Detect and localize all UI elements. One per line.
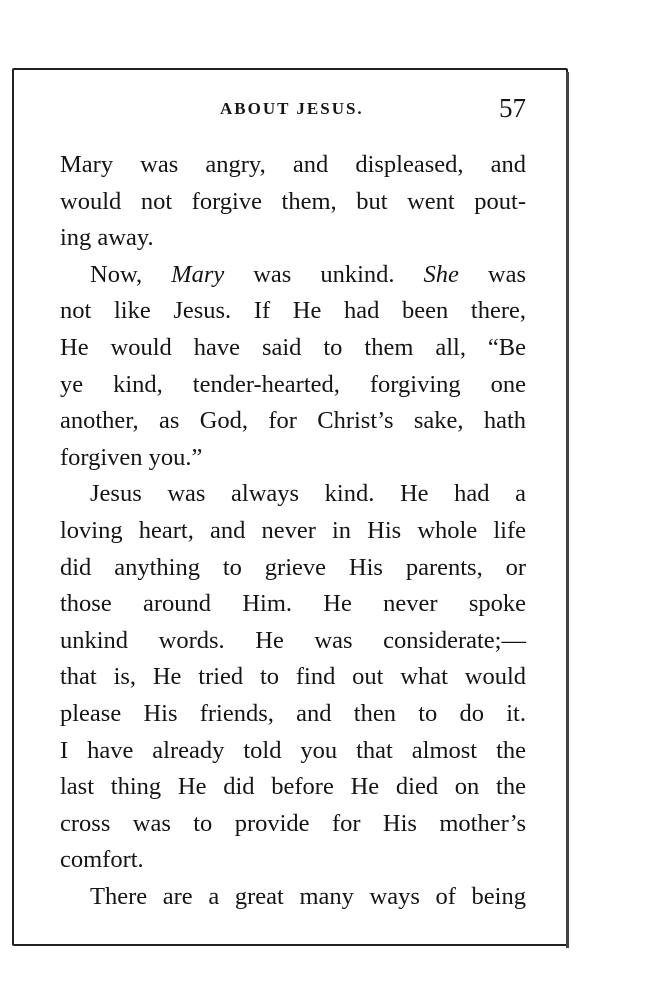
- text-line: comfort.: [60, 846, 144, 874]
- text-line: Jesus was always kind. He had a: [90, 480, 526, 508]
- text-line: would not forgive them, but went pout-: [60, 187, 526, 215]
- page-number: 57: [499, 93, 526, 123]
- text-run: was: [458, 260, 526, 288]
- text-line: not like Jesus. If He had been there,: [60, 297, 526, 325]
- text-line: did anything to grieve His parents, or: [60, 553, 526, 581]
- text-line: [60, 257, 526, 294]
- text-line: There are a great many ways of being: [90, 882, 526, 910]
- text-line: those around Him. He never spoke: [60, 590, 526, 618]
- italic-pronoun: She: [423, 260, 459, 288]
- text-line: loving heart, and never in His whole life: [60, 516, 526, 544]
- text-line: please His friends, and then to do it.: [60, 699, 526, 727]
- text-line: ye kind, tender-hearted, forgiving one: [60, 370, 526, 398]
- text-line: He would have said to them all, “Be: [60, 333, 526, 361]
- text-line: cross was to provide for His mother’s: [60, 809, 526, 837]
- text-line: unkind words. He was considerate;—: [60, 626, 526, 654]
- text-line: forgiven you.”: [60, 443, 203, 471]
- text-line: I have already told you that almost the: [60, 736, 526, 764]
- text-line: last thing He did before He died on the: [60, 773, 526, 801]
- text-line: Mary was angry, and displeased, and: [60, 151, 526, 178]
- running-head-title: ABOUT JESUS.: [220, 99, 364, 118]
- text-run: Now,: [90, 260, 172, 288]
- text-line: another, as God, for Christ’s sake, hath: [60, 407, 526, 435]
- body-text: [60, 147, 526, 915]
- page-border-shadow: [566, 72, 569, 948]
- italic-name: Mary: [171, 260, 225, 288]
- text-line: that is, He tried to find out what would: [60, 663, 526, 691]
- running-head: [60, 95, 526, 125]
- text-run: was unkind.: [224, 260, 424, 288]
- text-line: ing away.: [60, 224, 154, 252]
